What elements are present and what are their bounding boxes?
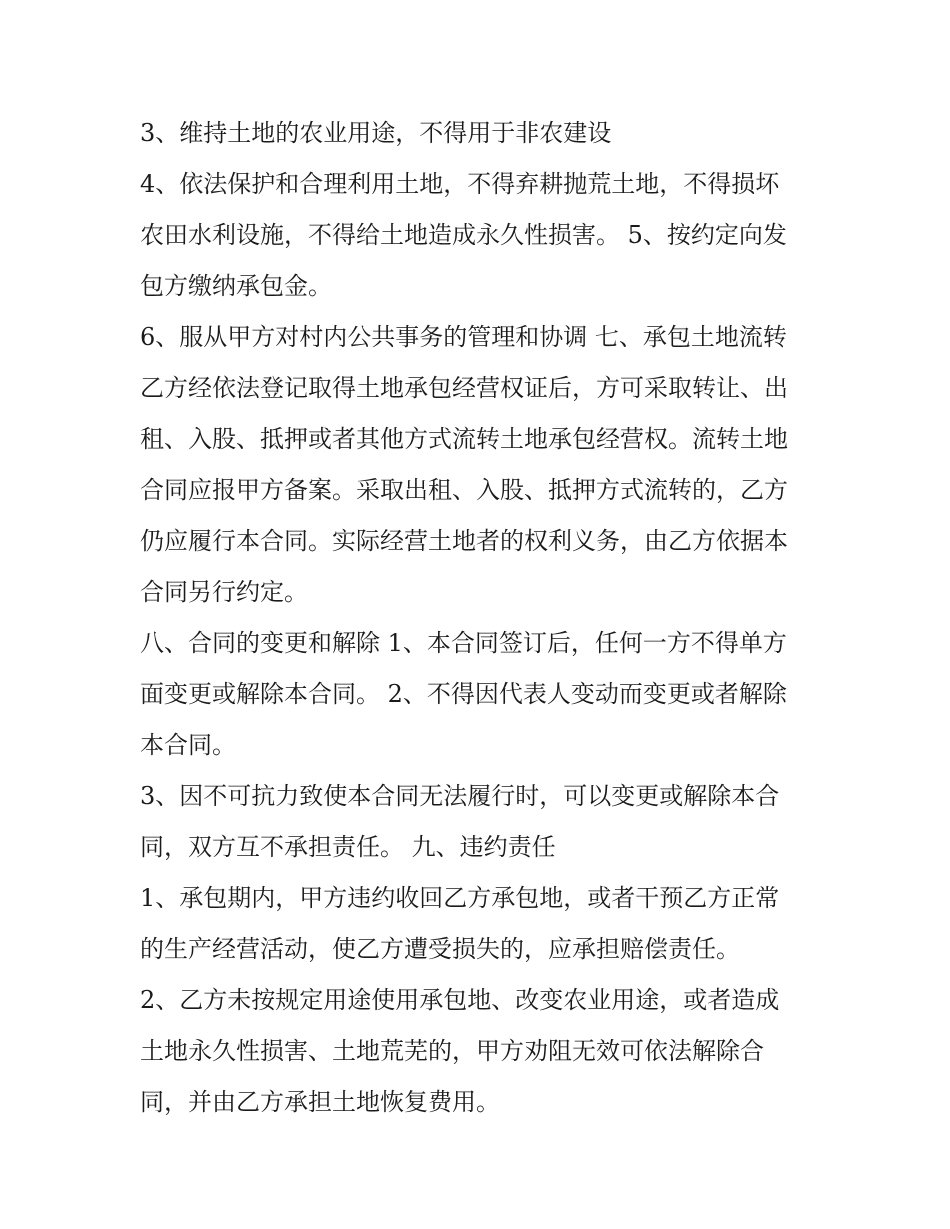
text-line: 合同应报甲方备案。采取出租、入股、抵押方式流转的，乙方: [140, 476, 788, 504]
text-line: 3、维持土地的农业用途，不得用于非农建设: [140, 119, 612, 147]
text-line: 同，双方互不承担责任。 九、违约责任: [140, 833, 556, 861]
text-line: 八、合同的变更和解除 1、本合同签订后，任何一方不得单方: [140, 629, 787, 657]
text-line: 的生产经营活动，使乙方遭受损失的，应承担赔偿责任。: [140, 935, 740, 963]
text-line: 2、乙方未按规定用途使用承包地、改变农业用途，或者造成: [140, 986, 780, 1014]
text-line: 6、服从甲方对村内公共事务的管理和协调 七、承包土地流转: [140, 323, 787, 351]
text-line: 乙方经依法登记取得土地承包经营权证后，方可采取转让、出: [140, 374, 788, 402]
text-line: 4、依法保护和合理利用土地，不得弃耕抛荒土地，不得损坏: [140, 170, 780, 198]
text-line: 本合同。: [140, 731, 236, 759]
text-line: 土地永久性损害、土地荒芜的，甲方劝阻无效可依法解除合: [140, 1037, 764, 1065]
text-line: 3、因不可抗力致使本合同无法履行时，可以变更或解除本合: [140, 782, 780, 810]
text-line: 农田水利设施，不得给土地造成永久性损害。 5、按约定向发: [140, 221, 787, 249]
text-line: 面变更或解除本合同。 2、不得因代表人变动而变更或者解除: [140, 680, 787, 708]
text-line: 合同另行约定。: [140, 578, 308, 606]
text-line: 1、承包期内，甲方违约收回乙方承包地，或者干预乙方正常: [140, 884, 780, 912]
text-line: 租、入股、抵押或者其他方式流转土地承包经营权。流转土地: [140, 425, 788, 453]
text-line: 仍应履行本合同。实际经营土地者的权利义务，由乙方依据本: [140, 527, 788, 555]
contract-body-text: [140, 108, 820, 1128]
text-line: 包方缴纳承包金。: [140, 272, 332, 300]
text-line: 同，并由乙方承担土地恢复费用。: [140, 1088, 500, 1116]
